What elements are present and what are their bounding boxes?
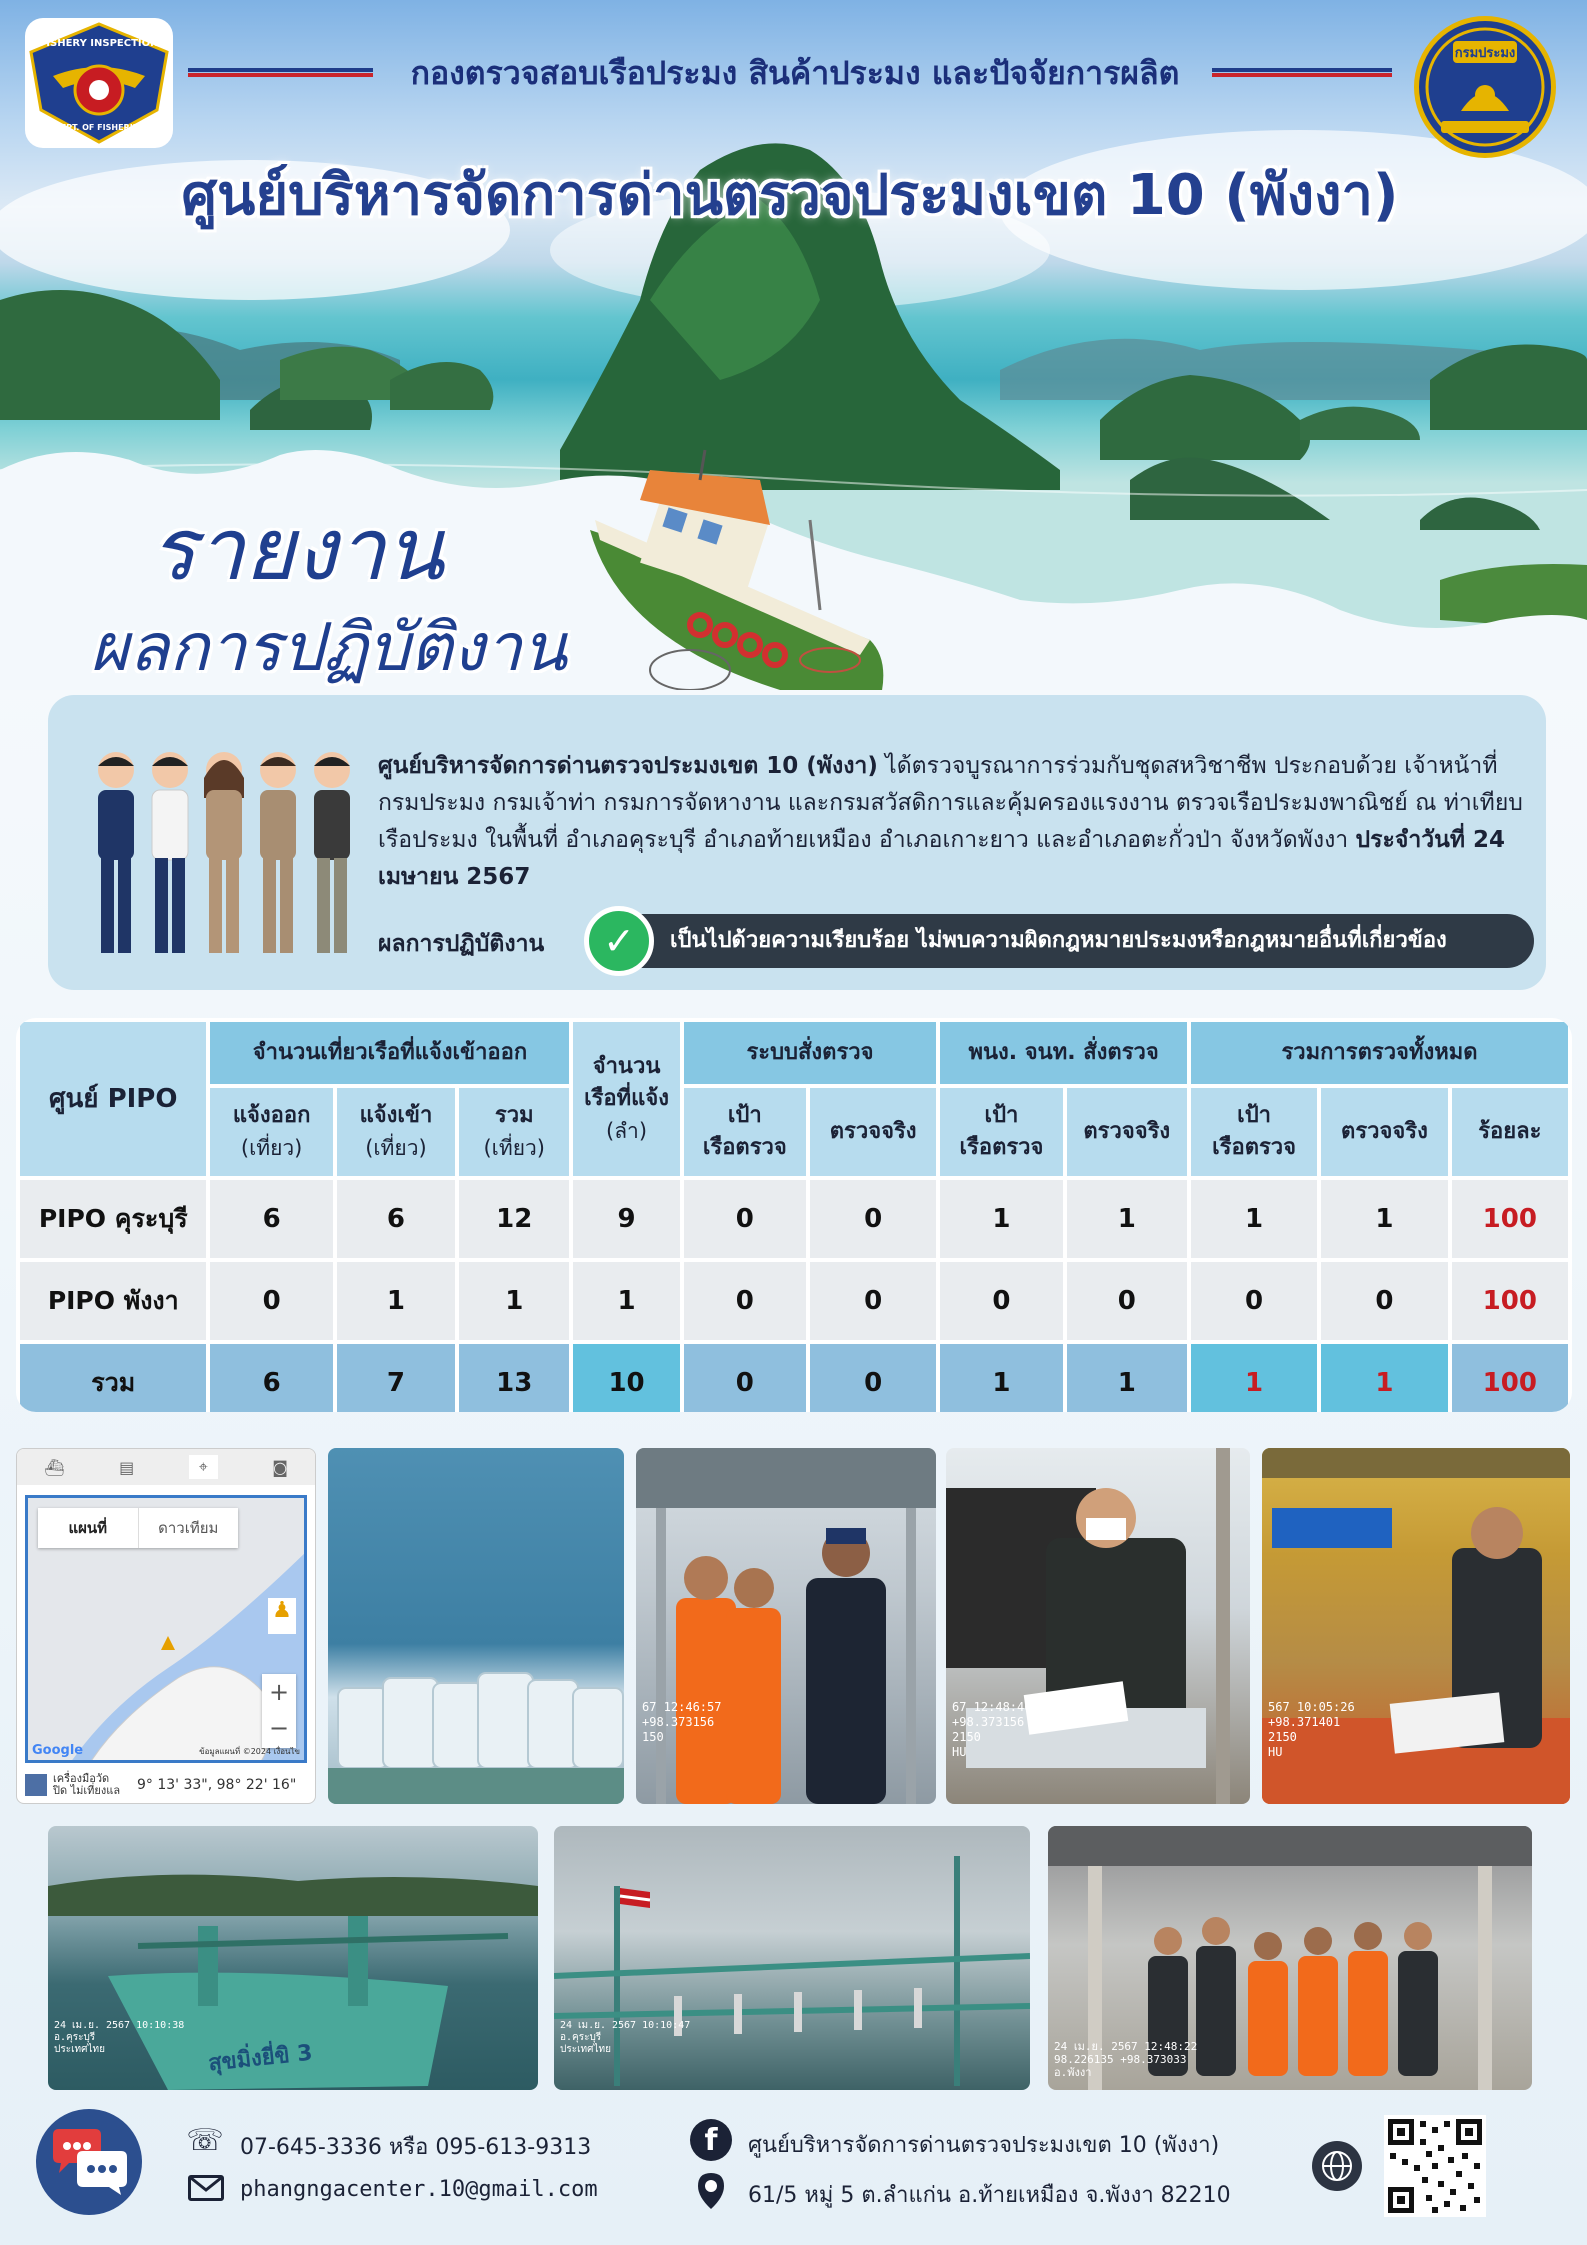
photo-timestamp: 24 เม.ย. 2567 12:48:22 98.226135 +98.373033 อ.พังงา [1054,2040,1198,2079]
summary-org: ศูนย์บริหารจัดการด่านตรวจประมงเขต 10 (พังงา) [378,753,878,779]
photo-timestamp: 67 12:46:57 +98.373156 150 [642,1700,722,1744]
summary-text [378,748,1528,896]
facebook-icon: f [690,2119,732,2161]
footer-facebook: ศูนย์บริหารจัดการด่านตรวจประมงเขต 10 (พังงา) [748,2133,1220,2158]
col-off-target-l1: เป้า [984,1103,1019,1128]
result-label: ผลการปฏิบัติงาน [378,931,545,957]
check-icon: ✓ [584,906,654,976]
inspection-table [16,1018,1572,1412]
col-out [210,1088,332,1176]
group-system: ระบบสั่งตรวจ [684,1022,937,1084]
photo-timestamp: 24 เม.ย. 2567 10:10:38 อ.คุระบุรี ประเทศไทย [54,2020,185,2055]
group-trips: จำนวนเที่ยวเรือที่แจ้งเข้าออก [210,1022,569,1084]
footer-email: phangngacenter.10@gmail.com [240,2177,598,2202]
total-off-target: 1 [940,1344,1062,1412]
col-sum-unit: (เที่ยว) [483,1136,545,1160]
map-screenshot [16,1448,316,1804]
result-pill [610,914,1534,968]
cell-out: 6 [210,1180,332,1258]
cell-percent: 100 [1452,1180,1568,1258]
tab-map[interactable]: แผนที่ [68,1519,108,1537]
result-text: เป็นไปด้วยความเรียบร้อย ไม่พบความผิดกฎหมายประมงหรือกฎหมายอื่นที่เกี่ยวข้อง [670,928,1447,953]
svg-text:กรมประมง: กรมประมง [1454,46,1516,61]
map-toolbar [17,1449,315,1485]
photo-supplies [328,1448,624,1804]
card-icon: ▤ [119,1457,135,1477]
cell-tot-target: 1 [1191,1180,1317,1258]
department-title: กองตรวจสอบเรือประมง สินค้าประมง และปัจจัยการผลิต [410,54,1180,92]
map-icon: ⌖ [189,1455,218,1479]
col-sys-target-l2: เรือตรวจ [702,1135,787,1160]
boat-icon: ⛴ [44,1457,65,1477]
photo-boat-1 [48,1826,538,2090]
header-rule-right [1212,68,1392,77]
pegman-icon[interactable]: ♟ [268,1598,296,1634]
col-boats-line2: เรือที่แจ้ง [584,1086,669,1111]
summary-date: ประจำวันที่ 24 เมษายน 2567 [378,827,1506,890]
chat-icon [36,2109,142,2215]
group-officer: พนง. จนท. สั่งตรวจ [940,1022,1187,1084]
summary-body: ได้ตรวจบูรณาการร่วมกับชุดสหวิชาชีพ ประกอบด้วย เจ้าหน้าที่กรมประมง กรมเจ้าท่า กรมการจัดหางาน และกรมสวัสดิการและคุ้มครองแรงงาน ตรวจเรือประมงพาณิชย์ ณ ท่าเทียบเรือประมง ในพื้นที่ อำเภอคุระบุรี อำเภอท้ายเหมือง อำเภอเกาะยาว และอำเภอตะกั่วป่า จังหวัดพังงา [378,753,1523,853]
map-copyright: ข้อมูลแผนที่ ©2024 เงื่อนไข [199,1747,300,1756]
cell-percent: 100 [1452,1262,1568,1340]
fishery-inspection-logo [25,18,173,148]
qr-code-glyph [1388,2119,1482,2213]
report-title: รายงาน [150,500,444,600]
total-boats: 10 [573,1344,679,1412]
col-off-target-l2: เรือตรวจ [959,1135,1044,1160]
tab-satellite[interactable]: ดาวเทียม [138,1508,239,1548]
col-tot-actual: ตรวจจริง [1321,1088,1447,1176]
col-in-label: แจ้งเข้า [359,1103,433,1128]
row-name: PIPO คุระบุรี [20,1180,206,1258]
group-total: รวมการตรวจทั้งหมด [1191,1022,1568,1084]
envelope-glyph [191,2178,221,2198]
total-sys-actual: 0 [810,1344,936,1412]
col-tot-target [1191,1088,1317,1176]
col-boats [573,1022,679,1176]
col-tot-target-l2: เรือตรวจ [1212,1135,1297,1160]
photo-timestamp: 567 10:05:26 +98.371401 2150 HU [1268,1700,1355,1759]
col-off-target [940,1088,1062,1176]
chat-bubbles-glyph [49,2127,129,2197]
col-in-unit: (เที่ยว) [365,1136,427,1160]
col-out-unit: (เที่ยว) [240,1136,303,1160]
qr-code[interactable] [1384,2115,1486,2217]
phone-icon: ☏ [186,2122,224,2158]
google-logo: Google [32,1743,84,1758]
cell-off-target: 1 [940,1180,1062,1258]
map-type-toggle [38,1508,238,1548]
fishery-inspection-emblem [25,18,173,148]
camera-icon: ◙ [272,1457,288,1477]
photo-supplies-scene [328,1448,624,1804]
measure-note: เครื่องมือวัด ปิด ไม่เที่ยงแล [53,1772,121,1797]
col-boats-unit: (ลำ) [606,1119,648,1143]
zoom-out-button[interactable]: − [268,1714,290,1742]
footer-phone: 07-645-3336 หรือ 095-613-9313 [240,2135,592,2160]
cell-out: 0 [210,1262,332,1340]
cell-tot-target: 0 [1191,1262,1317,1340]
cell-sum: 1 [459,1262,569,1340]
cell-in: 1 [337,1262,455,1340]
photo-team [1048,1826,1532,2090]
total-out: 6 [210,1344,332,1412]
col-pipo: ศูนย์ PIPO [20,1022,206,1176]
col-boats-line1: จำนวน [592,1054,661,1079]
svg-text:FISHERY INSPECTION: FISHERY INSPECTION [39,38,159,49]
department-of-fisheries-emblem [1419,21,1551,153]
col-sum [459,1088,569,1176]
table-total-row [20,1344,1568,1412]
photo-timestamp: 24 เม.ย. 2567 10:10:47 อ.คุระบุรี ประเทศไทย [560,2020,691,2055]
cell-in: 6 [337,1180,455,1258]
col-sys-target-l1: เป้า [727,1103,762,1128]
col-percent: ร้อยละ [1452,1088,1568,1176]
header-rule-left [188,68,373,77]
officers-illustration [88,748,358,958]
pin-glyph [694,2171,728,2211]
total-off-actual: 1 [1067,1344,1187,1412]
table-row [20,1180,1568,1258]
table-row [20,1262,1568,1340]
col-sys-target [684,1088,806,1176]
map-view [25,1495,307,1763]
total-name: รวม [20,1344,206,1412]
cell-tot-actual: 1 [1321,1180,1447,1258]
col-out-label: แจ้งออก [232,1103,311,1128]
map-coords: 9° 13' 33", 98° 22' 16" [137,1777,297,1793]
col-off-actual: ตรวจจริง [1067,1088,1187,1176]
photo-boat-2 [554,1826,1030,2090]
location-pin-icon [694,2171,728,2211]
zoom-controls [262,1674,296,1748]
photo-timestamp: 67 12:48:40 +98.373156 2150 HU [952,1700,1032,1759]
map-footer [25,1773,296,1797]
total-tot-actual: 1 [1321,1344,1447,1412]
total-sys-target: 0 [684,1344,806,1412]
col-sum-label: รวม [494,1103,534,1128]
row-name: PIPO พังงา [20,1262,206,1340]
cell-boats: 9 [573,1180,679,1258]
photo-inspection-1-scene [636,1448,936,1804]
email-icon [188,2175,224,2201]
col-sys-actual: ตรวจจริง [810,1088,936,1176]
cell-sum: 12 [459,1180,569,1258]
cell-sys-target: 0 [684,1262,806,1340]
footer [0,2095,1587,2245]
total-sum: 13 [459,1344,569,1412]
cell-tot-actual: 0 [1321,1262,1447,1340]
cell-off-actual: 1 [1067,1180,1187,1258]
boat-name: สุขมิ่งยี่ขิ 3 [207,2040,314,2077]
photo-inspection-2 [946,1448,1250,1804]
photo-inspection-3 [1262,1448,1570,1804]
col-in [337,1088,455,1176]
cell-sys-target: 0 [684,1180,806,1258]
footer-address: 61/5 หมู่ 5 ต.ลำแก่น อ.ท้ายเหมือง จ.พังงา 82210 [748,2183,1231,2208]
center-title: ศูนย์บริหารจัดการด่านตรวจประมงเขต 10 (พังงา) [181,163,1399,228]
col-tot-target-l1: เป้า [1237,1103,1272,1128]
cell-boats: 1 [573,1262,679,1340]
total-percent: 100 [1452,1344,1568,1412]
department-of-fisheries-seal [1414,16,1556,158]
cell-sys-actual: 0 [810,1262,936,1340]
total-tot-target: 1 [1191,1344,1317,1412]
cell-off-target: 0 [940,1262,1062,1340]
zoom-in-button[interactable]: + [268,1678,290,1706]
ruler-icon[interactable] [25,1774,47,1796]
globe-icon [1312,2141,1362,2191]
hero-banner [0,0,1587,690]
total-in: 7 [337,1344,455,1412]
svg-text:DEPT. OF FISHERIES: DEPT. OF FISHERIES [54,123,144,132]
cell-sys-actual: 0 [810,1180,936,1258]
globe-glyph [1320,2149,1354,2183]
report-subtitle: ผลการปฏิบัติงาน [90,609,567,686]
photo-inspection-1 [636,1448,936,1804]
cell-off-actual: 0 [1067,1262,1187,1340]
